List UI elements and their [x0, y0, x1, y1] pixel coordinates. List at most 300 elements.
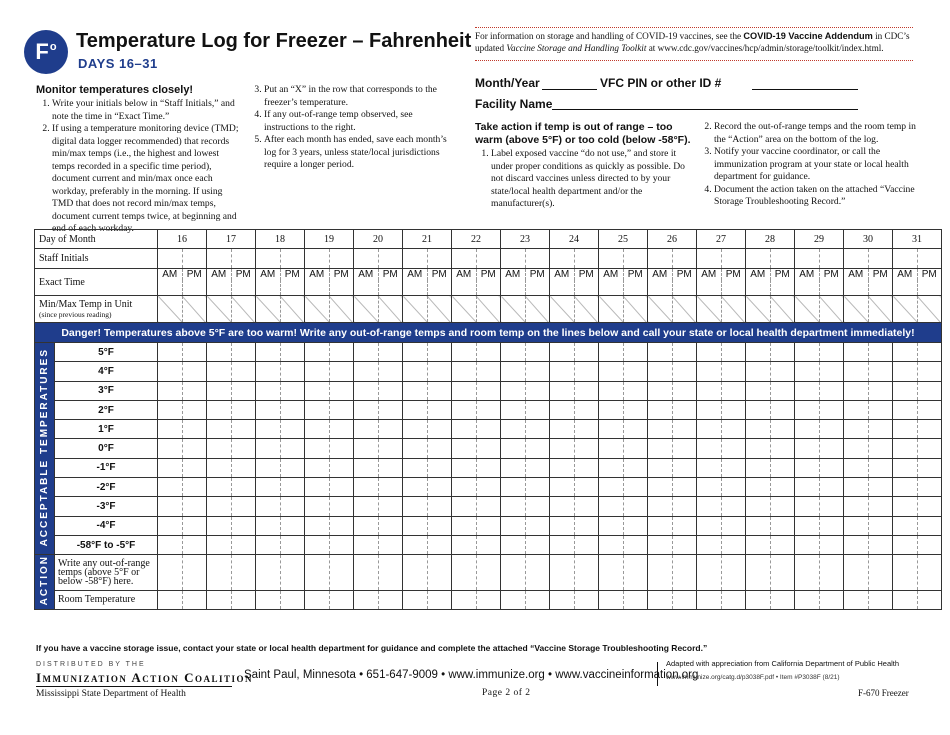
temp-5-31-pm[interactable] [917, 439, 942, 458]
room-temp-27-am[interactable] [697, 590, 722, 609]
temp-9-29-pm[interactable] [819, 516, 844, 535]
temp-6-19-pm[interactable] [329, 458, 354, 477]
out-of-range-31-am[interactable] [893, 555, 918, 591]
temp-5-26-pm[interactable] [672, 439, 697, 458]
temp-6-25-am[interactable] [599, 458, 624, 477]
temp-2-16-am[interactable] [158, 381, 183, 400]
min-max-16-pm[interactable] [182, 296, 207, 323]
temp-6-30-pm[interactable] [868, 458, 893, 477]
temp-2-25-am[interactable] [599, 381, 624, 400]
temp-7-19-pm[interactable] [329, 478, 354, 497]
staff-initials-21-pm[interactable] [427, 249, 452, 269]
out-of-range-31-pm[interactable] [917, 555, 942, 591]
temp-2-22-pm[interactable] [476, 381, 501, 400]
temp-9-23-pm[interactable] [525, 516, 550, 535]
temp-9-25-pm[interactable] [623, 516, 648, 535]
min-max-30-pm[interactable] [868, 296, 893, 323]
min-max-24-am[interactable] [550, 296, 575, 323]
temp-3-19-pm[interactable] [329, 400, 354, 419]
temp-5-22-pm[interactable] [476, 439, 501, 458]
temp-5-23-am[interactable] [501, 439, 526, 458]
temp-1-19-pm[interactable] [329, 362, 354, 381]
out-of-range-23-am[interactable] [501, 555, 526, 591]
temp-0-25-am[interactable] [599, 343, 624, 362]
temp-8-18-pm[interactable] [280, 497, 305, 516]
staff-initials-22-pm[interactable] [476, 249, 501, 269]
temp-10-28-pm[interactable] [770, 535, 795, 554]
temp-9-18-pm[interactable] [280, 516, 305, 535]
out-of-range-28-pm[interactable] [770, 555, 795, 591]
exact-time-20-pm[interactable] [378, 280, 403, 296]
exact-time-24-am[interactable] [550, 280, 575, 296]
temp-5-25-am[interactable] [599, 439, 624, 458]
temp-9-28-am[interactable] [746, 516, 771, 535]
temp-9-27-pm[interactable] [721, 516, 746, 535]
temp-10-20-am[interactable] [354, 535, 379, 554]
exact-time-29-pm[interactable] [819, 280, 844, 296]
temp-1-27-am[interactable] [697, 362, 722, 381]
temp-4-24-pm[interactable] [574, 420, 599, 439]
temp-8-31-am[interactable] [893, 497, 918, 516]
temp-6-28-pm[interactable] [770, 458, 795, 477]
temp-5-27-am[interactable] [697, 439, 722, 458]
out-of-range-16-pm[interactable] [182, 555, 207, 591]
temp-2-18-am[interactable] [256, 381, 281, 400]
temp-10-21-pm[interactable] [427, 535, 452, 554]
temp-6-16-pm[interactable] [182, 458, 207, 477]
exact-time-29-am[interactable] [795, 280, 820, 296]
temp-3-21-am[interactable] [403, 400, 428, 419]
temp-8-23-pm[interactable] [525, 497, 550, 516]
temp-10-27-am[interactable] [697, 535, 722, 554]
temp-0-18-pm[interactable] [280, 343, 305, 362]
room-temp-30-am[interactable] [844, 590, 869, 609]
temp-6-16-am[interactable] [158, 458, 183, 477]
temp-9-21-pm[interactable] [427, 516, 452, 535]
temp-6-23-pm[interactable] [525, 458, 550, 477]
temp-1-22-pm[interactable] [476, 362, 501, 381]
temp-8-30-am[interactable] [844, 497, 869, 516]
temp-3-28-pm[interactable] [770, 400, 795, 419]
min-max-25-pm[interactable] [623, 296, 648, 323]
temp-8-29-pm[interactable] [819, 497, 844, 516]
exact-time-16-am[interactable] [158, 280, 183, 296]
temp-0-31-am[interactable] [893, 343, 918, 362]
exact-time-20-am[interactable] [354, 280, 379, 296]
temp-7-20-pm[interactable] [378, 478, 403, 497]
temp-6-17-pm[interactable] [231, 458, 256, 477]
temp-2-31-pm[interactable] [917, 381, 942, 400]
min-max-27-pm[interactable] [721, 296, 746, 323]
temp-1-21-am[interactable] [403, 362, 428, 381]
room-temp-17-pm[interactable] [231, 590, 256, 609]
temp-8-28-pm[interactable] [770, 497, 795, 516]
temp-6-28-am[interactable] [746, 458, 771, 477]
temp-5-31-am[interactable] [893, 439, 918, 458]
temp-5-16-am[interactable] [158, 439, 183, 458]
temp-10-23-am[interactable] [501, 535, 526, 554]
temp-9-16-am[interactable] [158, 516, 183, 535]
temp-2-30-pm[interactable] [868, 381, 893, 400]
temp-0-19-am[interactable] [305, 343, 330, 362]
temp-8-26-am[interactable] [648, 497, 673, 516]
temp-0-18-am[interactable] [256, 343, 281, 362]
room-temp-22-am[interactable] [452, 590, 477, 609]
temp-7-26-am[interactable] [648, 478, 673, 497]
out-of-range-19-pm[interactable] [329, 555, 354, 591]
temp-3-20-am[interactable] [354, 400, 379, 419]
temp-9-18-am[interactable] [256, 516, 281, 535]
temp-8-21-pm[interactable] [427, 497, 452, 516]
temp-3-27-am[interactable] [697, 400, 722, 419]
out-of-range-17-pm[interactable] [231, 555, 256, 591]
min-max-18-pm[interactable] [280, 296, 305, 323]
temp-9-19-pm[interactable] [329, 516, 354, 535]
temp-7-28-am[interactable] [746, 478, 771, 497]
exact-time-25-pm[interactable] [623, 280, 648, 296]
temp-1-26-am[interactable] [648, 362, 673, 381]
temp-10-18-pm[interactable] [280, 535, 305, 554]
temp-9-26-pm[interactable] [672, 516, 697, 535]
temp-1-28-am[interactable] [746, 362, 771, 381]
temp-6-30-am[interactable] [844, 458, 869, 477]
temp-4-16-pm[interactable] [182, 420, 207, 439]
temp-0-22-pm[interactable] [476, 343, 501, 362]
min-max-27-am[interactable] [697, 296, 722, 323]
temp-1-20-am[interactable] [354, 362, 379, 381]
room-temp-30-pm[interactable] [868, 590, 893, 609]
temp-5-16-pm[interactable] [182, 439, 207, 458]
temp-5-30-pm[interactable] [868, 439, 893, 458]
out-of-range-27-pm[interactable] [721, 555, 746, 591]
temp-8-16-pm[interactable] [182, 497, 207, 516]
temp-7-25-pm[interactable] [623, 478, 648, 497]
exact-time-23-am[interactable] [501, 280, 526, 296]
temp-5-25-pm[interactable] [623, 439, 648, 458]
temp-0-24-am[interactable] [550, 343, 575, 362]
exact-time-21-am[interactable] [403, 280, 428, 296]
temp-1-22-am[interactable] [452, 362, 477, 381]
temp-4-21-pm[interactable] [427, 420, 452, 439]
temp-5-19-pm[interactable] [329, 439, 354, 458]
temp-4-27-pm[interactable] [721, 420, 746, 439]
temp-7-21-pm[interactable] [427, 478, 452, 497]
temp-7-30-am[interactable] [844, 478, 869, 497]
temp-7-22-am[interactable] [452, 478, 477, 497]
temp-1-21-pm[interactable] [427, 362, 452, 381]
temp-3-19-am[interactable] [305, 400, 330, 419]
temp-2-28-am[interactable] [746, 381, 771, 400]
staff-initials-30-pm[interactable] [868, 249, 893, 269]
staff-initials-18-am[interactable] [256, 249, 281, 269]
temp-8-18-am[interactable] [256, 497, 281, 516]
staff-initials-17-pm[interactable] [231, 249, 256, 269]
temp-9-21-am[interactable] [403, 516, 428, 535]
out-of-range-30-am[interactable] [844, 555, 869, 591]
out-of-range-23-pm[interactable] [525, 555, 550, 591]
temp-2-20-am[interactable] [354, 381, 379, 400]
exact-time-19-pm[interactable] [329, 280, 354, 296]
temp-7-21-am[interactable] [403, 478, 428, 497]
room-temp-18-pm[interactable] [280, 590, 305, 609]
exact-time-30-pm[interactable] [868, 280, 893, 296]
temp-7-23-am[interactable] [501, 478, 526, 497]
room-temp-17-am[interactable] [207, 590, 232, 609]
temp-10-17-pm[interactable] [231, 535, 256, 554]
temp-6-27-am[interactable] [697, 458, 722, 477]
temp-3-31-am[interactable] [893, 400, 918, 419]
temp-7-31-pm[interactable] [917, 478, 942, 497]
out-of-range-27-am[interactable] [697, 555, 722, 591]
temp-6-23-am[interactable] [501, 458, 526, 477]
temp-6-24-am[interactable] [550, 458, 575, 477]
temp-8-25-pm[interactable] [623, 497, 648, 516]
min-max-23-pm[interactable] [525, 296, 550, 323]
temp-7-29-am[interactable] [795, 478, 820, 497]
staff-initials-24-pm[interactable] [574, 249, 599, 269]
exact-time-17-pm[interactable] [231, 280, 256, 296]
temp-2-24-pm[interactable] [574, 381, 599, 400]
staff-initials-19-pm[interactable] [329, 249, 354, 269]
out-of-range-18-am[interactable] [256, 555, 281, 591]
out-of-range-20-pm[interactable] [378, 555, 403, 591]
temp-2-20-pm[interactable] [378, 381, 403, 400]
staff-initials-23-pm[interactable] [525, 249, 550, 269]
out-of-range-29-pm[interactable] [819, 555, 844, 591]
temp-9-20-am[interactable] [354, 516, 379, 535]
temp-9-24-pm[interactable] [574, 516, 599, 535]
temp-10-23-pm[interactable] [525, 535, 550, 554]
temp-8-24-pm[interactable] [574, 497, 599, 516]
exact-time-18-pm[interactable] [280, 280, 305, 296]
room-temp-26-am[interactable] [648, 590, 673, 609]
temp-0-19-pm[interactable] [329, 343, 354, 362]
temp-0-27-pm[interactable] [721, 343, 746, 362]
temp-4-30-am[interactable] [844, 420, 869, 439]
facility-name-field[interactable] [552, 109, 858, 110]
temp-0-31-pm[interactable] [917, 343, 942, 362]
temp-3-16-pm[interactable] [182, 400, 207, 419]
staff-initials-18-pm[interactable] [280, 249, 305, 269]
temp-2-18-pm[interactable] [280, 381, 305, 400]
room-temp-21-am[interactable] [403, 590, 428, 609]
temp-8-20-am[interactable] [354, 497, 379, 516]
temp-7-23-pm[interactable] [525, 478, 550, 497]
temp-10-18-am[interactable] [256, 535, 281, 554]
exact-time-16-pm[interactable] [182, 280, 207, 296]
staff-initials-26-pm[interactable] [672, 249, 697, 269]
temp-10-30-am[interactable] [844, 535, 869, 554]
temp-4-31-am[interactable] [893, 420, 918, 439]
room-temp-31-am[interactable] [893, 590, 918, 609]
temp-8-21-am[interactable] [403, 497, 428, 516]
temp-2-19-am[interactable] [305, 381, 330, 400]
temp-0-28-am[interactable] [746, 343, 771, 362]
temp-6-18-am[interactable] [256, 458, 281, 477]
temp-8-25-am[interactable] [599, 497, 624, 516]
temp-8-24-am[interactable] [550, 497, 575, 516]
temp-4-26-am[interactable] [648, 420, 673, 439]
temp-8-22-pm[interactable] [476, 497, 501, 516]
temp-8-31-pm[interactable] [917, 497, 942, 516]
temp-1-17-pm[interactable] [231, 362, 256, 381]
temp-0-20-pm[interactable] [378, 343, 403, 362]
temp-5-24-pm[interactable] [574, 439, 599, 458]
temp-7-31-am[interactable] [893, 478, 918, 497]
temp-9-19-am[interactable] [305, 516, 330, 535]
temp-5-27-pm[interactable] [721, 439, 746, 458]
temp-8-19-pm[interactable] [329, 497, 354, 516]
temp-6-21-am[interactable] [403, 458, 428, 477]
temp-8-19-am[interactable] [305, 497, 330, 516]
temp-3-29-am[interactable] [795, 400, 820, 419]
temp-1-31-am[interactable] [893, 362, 918, 381]
temp-10-16-pm[interactable] [182, 535, 207, 554]
exact-time-18-am[interactable] [256, 280, 281, 296]
temp-7-16-pm[interactable] [182, 478, 207, 497]
temp-2-24-am[interactable] [550, 381, 575, 400]
temp-1-20-pm[interactable] [378, 362, 403, 381]
temp-3-25-pm[interactable] [623, 400, 648, 419]
temp-10-24-pm[interactable] [574, 535, 599, 554]
temp-7-27-pm[interactable] [721, 478, 746, 497]
temp-10-25-am[interactable] [599, 535, 624, 554]
exact-time-28-am[interactable] [746, 280, 771, 296]
temp-3-18-am[interactable] [256, 400, 281, 419]
temp-1-25-pm[interactable] [623, 362, 648, 381]
temp-3-29-pm[interactable] [819, 400, 844, 419]
temp-7-24-am[interactable] [550, 478, 575, 497]
temp-10-27-pm[interactable] [721, 535, 746, 554]
temp-2-21-am[interactable] [403, 381, 428, 400]
staff-initials-30-am[interactable] [844, 249, 869, 269]
temp-2-26-pm[interactable] [672, 381, 697, 400]
exact-time-19-am[interactable] [305, 280, 330, 296]
exact-time-26-am[interactable] [648, 280, 673, 296]
temp-6-19-am[interactable] [305, 458, 330, 477]
temp-0-20-am[interactable] [354, 343, 379, 362]
temp-3-28-am[interactable] [746, 400, 771, 419]
temp-3-30-pm[interactable] [868, 400, 893, 419]
temp-0-25-pm[interactable] [623, 343, 648, 362]
temp-4-26-pm[interactable] [672, 420, 697, 439]
temp-4-23-am[interactable] [501, 420, 526, 439]
temp-1-29-pm[interactable] [819, 362, 844, 381]
min-max-26-am[interactable] [648, 296, 673, 323]
staff-initials-23-am[interactable] [501, 249, 526, 269]
temp-2-27-am[interactable] [697, 381, 722, 400]
min-max-21-pm[interactable] [427, 296, 452, 323]
temp-0-23-pm[interactable] [525, 343, 550, 362]
staff-initials-27-pm[interactable] [721, 249, 746, 269]
temp-7-22-pm[interactable] [476, 478, 501, 497]
temp-6-31-pm[interactable] [917, 458, 942, 477]
staff-initials-16-am[interactable] [158, 249, 183, 269]
temp-2-30-am[interactable] [844, 381, 869, 400]
temp-0-17-am[interactable] [207, 343, 232, 362]
temp-3-27-pm[interactable] [721, 400, 746, 419]
temp-4-29-am[interactable] [795, 420, 820, 439]
room-temp-28-pm[interactable] [770, 590, 795, 609]
temp-6-17-am[interactable] [207, 458, 232, 477]
room-temp-28-am[interactable] [746, 590, 771, 609]
room-temp-26-pm[interactable] [672, 590, 697, 609]
room-temp-25-am[interactable] [599, 590, 624, 609]
temp-2-29-am[interactable] [795, 381, 820, 400]
temp-3-26-pm[interactable] [672, 400, 697, 419]
temp-2-16-pm[interactable] [182, 381, 207, 400]
out-of-range-30-pm[interactable] [868, 555, 893, 591]
temp-4-16-am[interactable] [158, 420, 183, 439]
temp-5-19-am[interactable] [305, 439, 330, 458]
temp-7-20-am[interactable] [354, 478, 379, 497]
out-of-range-25-am[interactable] [599, 555, 624, 591]
temp-0-30-pm[interactable] [868, 343, 893, 362]
min-max-29-am[interactable] [795, 296, 820, 323]
staff-initials-28-am[interactable] [746, 249, 771, 269]
temp-3-22-am[interactable] [452, 400, 477, 419]
temp-5-30-am[interactable] [844, 439, 869, 458]
staff-initials-31-pm[interactable] [917, 249, 942, 269]
staff-initials-16-pm[interactable] [182, 249, 207, 269]
temp-6-20-am[interactable] [354, 458, 379, 477]
temp-4-20-am[interactable] [354, 420, 379, 439]
temp-9-31-am[interactable] [893, 516, 918, 535]
staff-initials-28-pm[interactable] [770, 249, 795, 269]
temp-7-19-am[interactable] [305, 478, 330, 497]
temp-5-29-am[interactable] [795, 439, 820, 458]
staff-initials-29-pm[interactable] [819, 249, 844, 269]
temp-1-30-am[interactable] [844, 362, 869, 381]
temp-1-29-am[interactable] [795, 362, 820, 381]
min-max-20-am[interactable] [354, 296, 379, 323]
min-max-31-am[interactable] [893, 296, 918, 323]
temp-8-22-am[interactable] [452, 497, 477, 516]
temp-7-24-pm[interactable] [574, 478, 599, 497]
exact-time-26-pm[interactable] [672, 280, 697, 296]
vfc-pin-field[interactable] [752, 89, 858, 90]
min-max-30-am[interactable] [844, 296, 869, 323]
temp-2-17-pm[interactable] [231, 381, 256, 400]
temp-3-31-pm[interactable] [917, 400, 942, 419]
temp-3-23-am[interactable] [501, 400, 526, 419]
room-temp-22-pm[interactable] [476, 590, 501, 609]
temp-4-19-pm[interactable] [329, 420, 354, 439]
out-of-range-21-pm[interactable] [427, 555, 452, 591]
min-max-28-am[interactable] [746, 296, 771, 323]
temp-5-20-pm[interactable] [378, 439, 403, 458]
temp-5-21-pm[interactable] [427, 439, 452, 458]
temp-0-21-pm[interactable] [427, 343, 452, 362]
temp-10-29-pm[interactable] [819, 535, 844, 554]
temp-6-26-am[interactable] [648, 458, 673, 477]
temp-4-29-pm[interactable] [819, 420, 844, 439]
temp-5-28-am[interactable] [746, 439, 771, 458]
temp-0-21-am[interactable] [403, 343, 428, 362]
exact-time-28-pm[interactable] [770, 280, 795, 296]
temp-0-30-am[interactable] [844, 343, 869, 362]
room-temp-24-am[interactable] [550, 590, 575, 609]
temp-0-23-am[interactable] [501, 343, 526, 362]
exact-time-25-am[interactable] [599, 280, 624, 296]
temp-10-21-am[interactable] [403, 535, 428, 554]
temp-6-29-am[interactable] [795, 458, 820, 477]
out-of-range-26-am[interactable] [648, 555, 673, 591]
temp-9-31-pm[interactable] [917, 516, 942, 535]
staff-initials-21-am[interactable] [403, 249, 428, 269]
temp-9-26-am[interactable] [648, 516, 673, 535]
temp-7-30-pm[interactable] [868, 478, 893, 497]
